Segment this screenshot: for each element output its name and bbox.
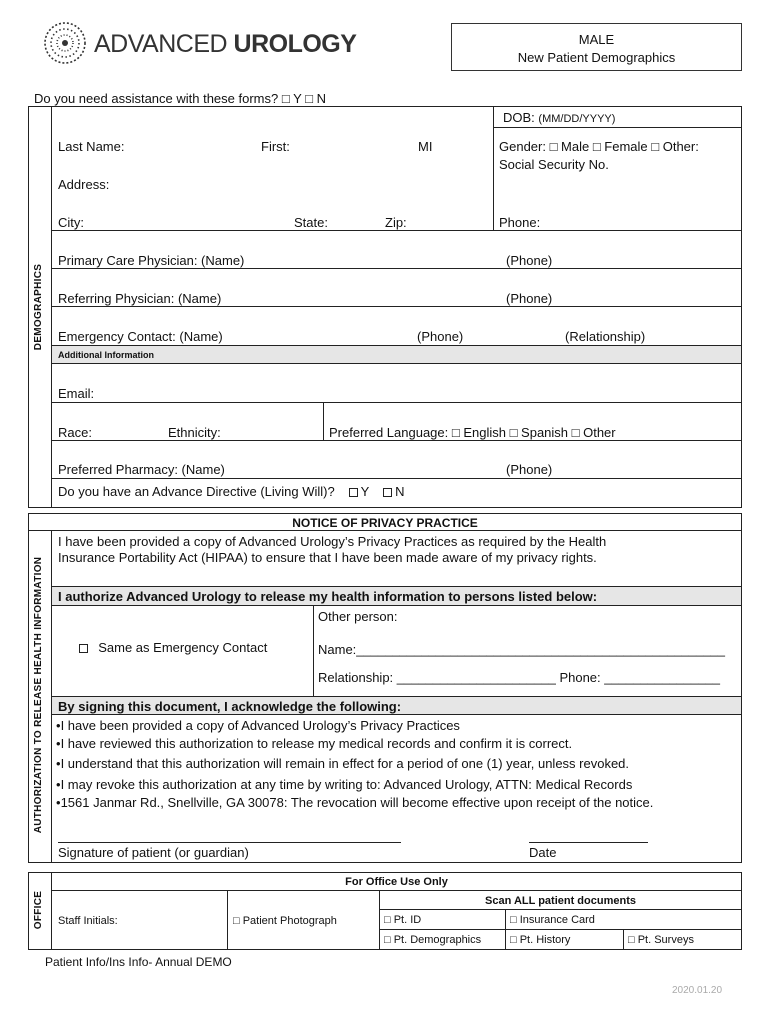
last-name-label: Last Name: [58, 139, 125, 154]
emergency-phone-label: (Phone) [417, 329, 464, 344]
signature-line[interactable] [58, 842, 401, 843]
emergency-relationship-label: (Relationship) [565, 329, 646, 344]
dob-label [503, 110, 615, 127]
brand-light: ADVANCED [94, 30, 234, 58]
acknowledge-heading: By signing this document, I acknowledge the following: [58, 699, 402, 714]
dob-text: DOB: [503, 110, 535, 125]
phone-label: Phone: [499, 215, 541, 230]
advance-yes-label: Y [360, 484, 370, 499]
ack-bullet: •1561 Janmar Rd., Snellville, GA 30078: The revocation will become effective upon receipt of the notice. [56, 795, 654, 810]
form-title-line1: MALE [578, 32, 615, 47]
date-label: Date [529, 845, 557, 860]
pt-surveys-option[interactable]: □ Pt. Surveys [628, 934, 694, 946]
ack-bullet-text: I have been provided a copy of Advanced Urology’s Privacy Practices [60, 718, 460, 733]
pharmacy-phone-label: (Phone) [506, 462, 553, 477]
ack-bullet: •I may revoke this authorization at any time by writing to: Advanced Urology, ATTN: Medical Records [56, 777, 633, 792]
notice-line1: I have been provided a copy of Advanced Urology’s Privacy Practices as required by the Health [58, 534, 607, 549]
pharmacy-label: Preferred Pharmacy: (Name) [58, 462, 225, 477]
advance-directive-question: Do you have an Advance Directive (Living Will)? [58, 484, 335, 499]
emergency-label: Emergency Contact: (Name) [58, 329, 223, 344]
referring-label: Referring Physician: (Name) [58, 291, 222, 306]
email-label: Email: [58, 386, 95, 401]
advance-no-label: N [395, 484, 405, 499]
date-line[interactable] [529, 842, 648, 843]
authorize-heading: I authorize Advanced Urology to release my health information to persons listed below: [58, 589, 598, 604]
notice-line2: Insurance Portability Act (HIPAA) to ensure that I have been made aware of my privacy rights. [58, 550, 597, 565]
office-title: For Office Use Only [345, 876, 448, 888]
notice-title: NOTICE OF PRIVACY PRACTICE [292, 516, 478, 530]
same-as-emergency-label: Same as Emergency Contact [98, 640, 268, 655]
referring-phone-label: (Phone) [506, 291, 553, 306]
ack-bullet-text: I have reviewed this authorization to release my medical records and confirm it is correct. [60, 736, 573, 751]
ack-bullet: •I understand that this authorization will remain in effect for a period of one (1) year, unless revoked. [56, 756, 630, 771]
office-label: OFFICE [33, 890, 44, 930]
pt-id-option[interactable]: □ Pt. ID [384, 914, 422, 926]
city-label: City: [58, 215, 84, 230]
authorization-section [28, 513, 742, 863]
brand-bold: UROLOGY [233, 30, 357, 58]
ack-bullet-text: I understand that this authorization will remain in effect for a period of one (1) year, unless revoked. [60, 756, 630, 771]
advance-no-checkbox[interactable] [383, 488, 392, 497]
ack-bullet: •I have reviewed this authorization to release my medical records and confirm it is correct. [56, 736, 573, 751]
logo-mark-icon [42, 20, 88, 66]
form-title-line2: New Patient Demographics [517, 50, 676, 65]
form-title-box [451, 23, 742, 71]
first-name-label: First: [261, 139, 290, 154]
dob-format: (MM/DD/YYYY) [538, 113, 616, 125]
race-label: Race: [58, 425, 92, 440]
additional-info-label: Additional Information [58, 350, 154, 360]
logo [42, 20, 357, 68]
insurance-card-option[interactable]: □ Insurance Card [510, 914, 595, 926]
pt-demographics-option[interactable]: □ Pt. Demographics [384, 934, 482, 946]
same-as-emergency [76, 640, 267, 655]
pcp-phone-label: (Phone) [506, 253, 553, 268]
demographics-label: DEMOGRAPHICS [33, 263, 44, 351]
ssn-label: Social Security No. [499, 157, 609, 172]
gender-label: Gender: □ Male □ Female □ Other: [499, 139, 699, 154]
other-relationship-field[interactable]: Relationship: ______________________ Phone: ________________ [318, 670, 720, 685]
other-person-label: Other person: [318, 609, 398, 624]
mi-label: MI [418, 139, 433, 154]
pcp-label: Primary Care Physician: (Name) [58, 253, 245, 268]
authorization-label: AUTHORIZATION TO RELEASE HEALTH INFORMATION [33, 556, 44, 834]
ack-bullet-text: 1561 Janmar Rd., Snellville, GA 30078: The revocation will become effective upon receipt of the notice. [60, 795, 654, 810]
state-label: State: [294, 215, 328, 230]
signature-label: Signature of patient (or guardian) [58, 845, 249, 860]
patient-photograph-option[interactable]: □ Patient Photograph [233, 915, 337, 927]
same-as-emergency-checkbox[interactable] [79, 644, 88, 653]
footer-version: 2020.01.20 [672, 985, 723, 996]
ethnicity-label: Ethnicity: [168, 425, 221, 440]
language-label: Preferred Language: □ English □ Spanish □ Other [329, 425, 616, 440]
pt-history-option[interactable]: □ Pt. History [510, 934, 571, 946]
ack-bullet-text: I may revoke this authorization at any time by writing to: Advanced Urology, ATTN: Medical Records [60, 777, 633, 792]
footer-form-id: Patient Info/Ins Info- Annual DEMO [45, 955, 232, 969]
ack-bullet: •I have been provided a copy of Advanced Urology’s Privacy Practices [56, 718, 460, 733]
brand-name [94, 30, 356, 58]
advance-yes-checkbox[interactable] [349, 488, 358, 497]
demographics-section [28, 106, 742, 508]
staff-initials-label: Staff Initials: [58, 915, 118, 927]
other-name-field[interactable]: Name:___________________________________________________ [318, 642, 726, 657]
advance-directive-label [58, 484, 405, 499]
address-label: Address: [58, 177, 110, 192]
assistance-question: Do you need assistance with these forms? □ Y □ N [34, 91, 326, 106]
additional-info-bar [51, 345, 742, 364]
scan-all-heading: Scan ALL patient documents [485, 895, 636, 907]
zip-label: Zip: [385, 215, 407, 230]
